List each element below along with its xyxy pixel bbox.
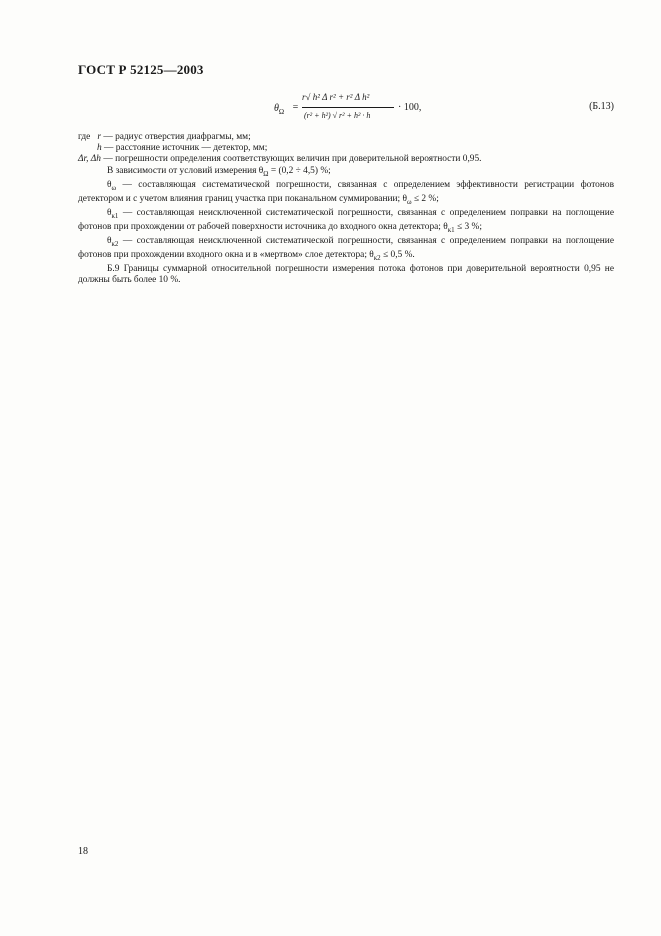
paragraph-text: = (0,2 ÷ 4,5) %; [268, 165, 331, 176]
paragraph-text: θ [107, 236, 112, 246]
formula-row [78, 92, 614, 132]
fraction-line [302, 107, 394, 108]
equation-number: (Б.13) [589, 101, 614, 112]
paragraph-text: ≤ 3 %; [454, 221, 482, 232]
subscript: к2 [373, 253, 381, 262]
subscript: ω [406, 197, 412, 206]
paragraph-b9: Б.9 Границы суммарной относительной погрешности измерения потока фотонов при доверительной вероятности 0,95 не должны быть более 10 %. [78, 264, 614, 286]
definition-term: Δr, Δh [78, 154, 101, 165]
formula-lhs-symbol: θ [274, 103, 279, 114]
paragraph-text: θ [107, 207, 112, 218]
definition-term: r [97, 132, 101, 142]
formula-denominator: (r² + h²) √ r² + h² · h [304, 111, 371, 120]
definition-r [78, 132, 614, 143]
definition-text: — погрешности определения соответствующих величин при доверительной вероятности 0,95. [101, 154, 482, 165]
definition-h [78, 143, 614, 154]
formula-numerator: r√ h² Δ r² + r² Δ h² [302, 92, 370, 102]
paragraph-text: ≤ 0,5 %. [380, 250, 415, 261]
subscript: ω [111, 183, 117, 192]
body-text [78, 132, 614, 287]
subscript: к1 [111, 211, 119, 220]
formula-equals: = [292, 102, 299, 113]
paragraph-text: — составляющая неисключенной систематической погрешности, связанная с определением поправки на поглощение фотонов при прохождении входного окна и в «мертвом» слое детектора; θ [78, 236, 614, 261]
paragraph-theta-k2 [78, 236, 614, 264]
paragraph-condition [78, 166, 614, 180]
paragraph-text: — составляющая систематической погрешности, связанная с определением эффективности регистрации фотонов детектором и с учетом влияния границ участка при поканальном суммировании; θ [78, 179, 614, 204]
formula-lhs-sub: Ω [278, 108, 285, 116]
subscript: Ω [263, 169, 269, 178]
definition-text: — расстояние источник — детектор, мм; [101, 143, 268, 154]
formula-b13 [274, 92, 504, 132]
definition-text: — радиус отверстия диафрагмы, мм; [101, 132, 251, 142]
paragraph-text: В зависимости от условий измерения θ [107, 165, 264, 176]
subscript: к1 [447, 225, 455, 234]
page-number: 18 [78, 846, 88, 857]
formula-lhs [274, 103, 284, 116]
definition-term: h [97, 143, 102, 154]
paragraph-text: — составляющая неисключенной систематической погрешности, связанная с определением поправки на поглощение фотонов при прохождении от рабочей поверхности источника до входного окна детектора; θ [78, 207, 614, 232]
paragraph-text: θ [107, 179, 112, 190]
formula-tail: · 100, [398, 102, 422, 113]
paragraph-text: ≤ 2 %; [411, 193, 439, 204]
paragraph-theta-k1 [78, 208, 614, 236]
paragraph-theta-omega [78, 180, 614, 208]
subscript: к2 [111, 239, 119, 248]
definition-lead: где [78, 132, 91, 142]
definition-delta [78, 154, 614, 165]
document-header: ГОСТ Р 52125—2003 [78, 62, 204, 77]
